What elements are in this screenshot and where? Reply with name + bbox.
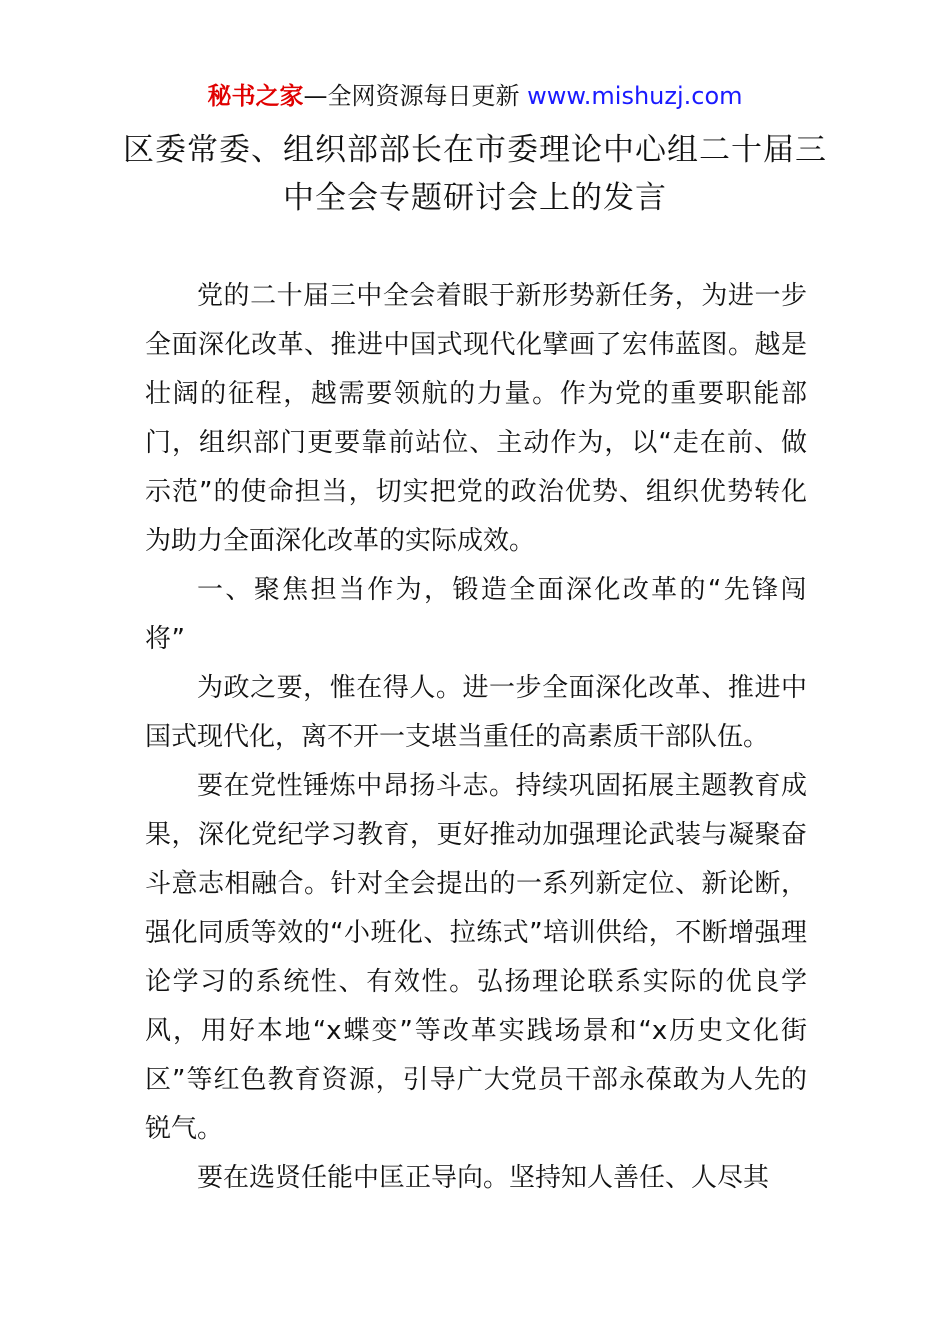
site-url: www.mishuzj.com — [527, 82, 743, 110]
document-body — [145, 272, 807, 1203]
site-brand: 秘书之家 — [207, 82, 304, 110]
paragraph-3: 要在选贤任能中匡正导向。坚持知人善任、人尽其 — [197, 1163, 770, 1193]
site-tagline: —全网资源每日更新 — [303, 82, 528, 110]
section-heading-1: 一、聚焦担当作为，锻造全面深化改革的“先锋闯将” — [145, 575, 807, 654]
site-header — [0, 78, 950, 114]
paragraph-1: 为政之要，惟在得人。进一步全面深化改革、推进中国式现代化，离不开一支堪当重任的高素质干部队伍。 — [145, 673, 807, 752]
paragraph-2: 要在党性锤炼中昂扬斗志。持续巩固拓展主题教育成果，深化党纪学习教育，更好推动加强理论武装与凝聚奋斗意志相融合。针对全会提出的一系列新定位、新论断，强化同质等效的“小班化、拉练式”培训供给，不断增强理论学习的系统性、有效性。弘扬理论联系实际的优良学风，用好本地“x蝶变”等改革实践场景和“x历史文化街区”等红色教育资源，引导广大党员干部永葆敢为人先的锐气。 — [145, 771, 807, 1144]
document-title: 区委常委、组织部部长在市委理论中心组二十届三中全会专题研讨会上的发言 — [123, 132, 827, 216]
paragraph-intro: 党的二十届三中全会着眼于新形势新任务，为进一步全面深化改革、推进中国式现代化擘画了宏伟蓝图。越是壮阔的征程，越需要领航的力量。作为党的重要职能部门，组织部门更要靠前站位、主动作为，以“走在前、做示范”的使命担当，切实把党的政治优势、组织优势转化为助力全面深化改革的实际成效。 — [145, 281, 807, 556]
